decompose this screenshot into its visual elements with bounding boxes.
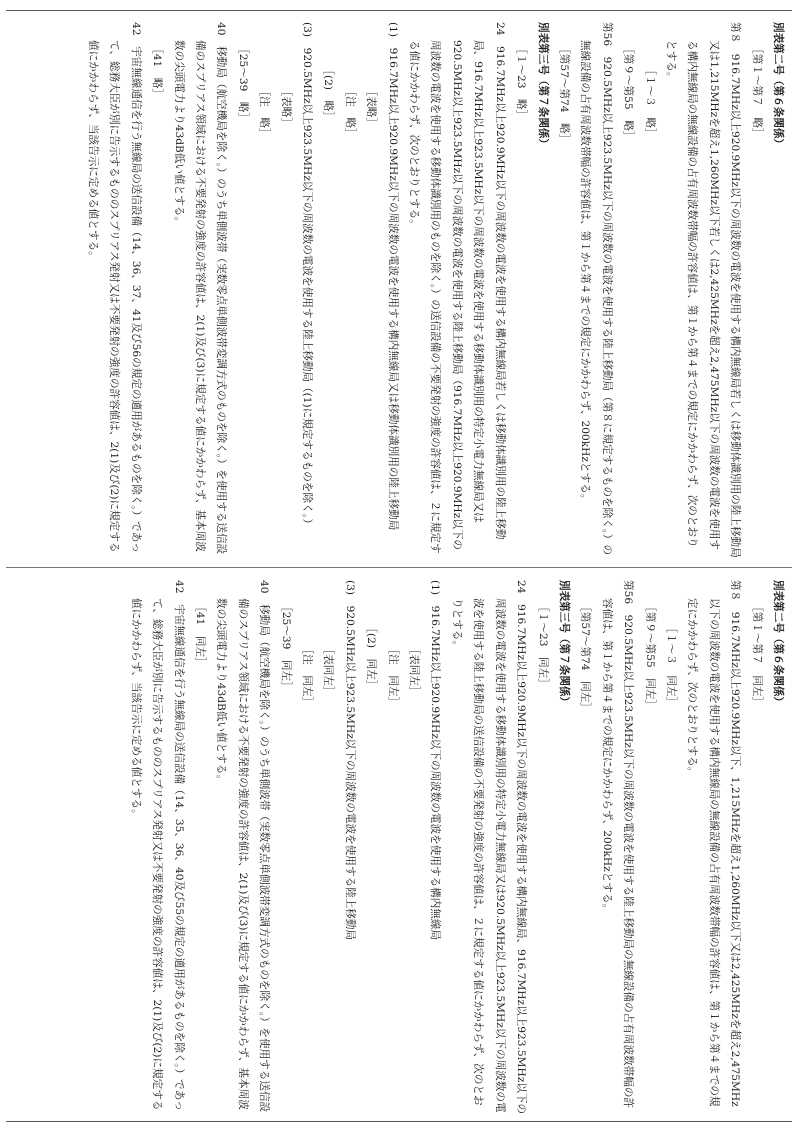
- old-line: ［表略］: [279, 85, 292, 128]
- panel-divider: [6, 567, 792, 568]
- old-line: ［41 略］: [151, 43, 164, 100]
- old-line: ［(2) 略］: [322, 64, 335, 122]
- new-appendix-3-heading: 別表第三号（第７条関係）: [557, 580, 570, 708]
- old-line: ［１～３ 略］: [643, 64, 656, 139]
- new-item-24-1: (1) 916.7MHz以上920.9MHz以下の周波数の電波を使用する構内無線局: [429, 580, 442, 941]
- old-line: ［１～23 略］: [515, 43, 528, 121]
- old-line: ［注 略］: [258, 85, 271, 139]
- new-text-body: [8, 572, 790, 1122]
- new-line: ［第57～第74 同左］: [579, 601, 592, 713]
- old-item-56: 第56 920.5MHz以上923.5MHz以下の周波数の電波を使用する陸上移動局（第８に規定するものを除く。）の無線設備の占有周波数帯幅の許容値は、第１から第４までの規定にかかわらず、200kHzとする。: [579, 22, 613, 556]
- old-line: ［第57～第74 略］: [557, 43, 570, 145]
- new-line: ［１～３ 同左］: [664, 622, 677, 708]
- new-text-panel: [8, 572, 790, 1122]
- new-line: ［(2) 同左］: [365, 622, 378, 691]
- old-item-8: 第８ 916.7MHz以上920.9MHz以下の周波数の電波を使用する構内無線局若しくは移動体識別用の陸上移動局又は1,215MHzを超え1,260MHz以下若しくは2,425MHzを超え2,475MHz以下の周波数の電波を使用する構内無線局の無線設備の占有周波数帯幅の許容値は、第１から第４までの規定にかかわらず、次のとおりとする。: [664, 22, 742, 558]
- old-item-40: 40 移動局（航空機局を除く。）のうち単側波帯（実数零点単側波帯変調方式のものを除く。）を使用する送信設備のスプリアス領域における不要発射の強度の許容値は、2(1)及び(3)に規定する値にかかわらず、基本周波数の尖頭電力より43dB低い値とする。: [172, 22, 228, 555]
- new-line: ［第９～第55 同左］: [643, 601, 656, 711]
- old-line: ［第９～第55 略］: [622, 43, 635, 142]
- old-item-24-3: (3) 920.5MHz以上923.5MHz以下の周波数の電波を使用する陸上移動局（(1)に規定するものを除く。）: [301, 22, 314, 530]
- new-item-42: 42 宇宙無線通信を行う無線局の送信設備（14、35、36、40及び55の規定の適用があるものを除く。）であって、総務大臣が別に告示するもののスプリアス発射又は不要発射の強度の許容値は、2(1)及び(2)に規定する値にかかわらず、当該告示に定める値とする。: [129, 580, 185, 1111]
- comparison-sheet: [6, 10, 792, 1122]
- old-appendix-2-heading: 別表第二号（第６条関係）: [772, 22, 784, 150]
- new-appendix-2-heading: 別表第二号（第６条関係）: [772, 580, 784, 708]
- old-line: ［注 略］: [343, 85, 356, 139]
- old-line: ［表略］: [365, 85, 378, 128]
- old-line: ［25～39 略］: [236, 43, 249, 124]
- new-line: ［41 同左］: [194, 601, 207, 668]
- old-text-body: [8, 14, 790, 564]
- new-item-8: 第８ 916.7MHz以上920.9MHz以下、1,215MHzを超え1,260MHz以下又は2,425MHzを超え2,475MHz以下の周波数の電波を使用する構内無線局の無線設備の占有周波数帯幅の許容値は、第１から第４までの規定にかかわらず、次のとおりとする。: [686, 580, 742, 1107]
- new-line: ［注 同左］: [386, 643, 399, 708]
- old-item-24: 24 916.7MHz以上920.9MHz以下の周波数の電波を使用する構内無線局若しくは移動体識別用の陸上移動局、916.7MHz以上923.5MHz以下の周波数の電波を使用する移動体識別用の特定小電力無線局又は920.5MHz以上923.5MHz以下の周波数の電波を使用する陸上移動局（916.7MHz以上920.9MHz以下の周波数の電波を使用する移動体識別用のものを除く。）の送信設備の不要発射の強度の許容値は、２に規定する値にかかわらず、次のとおりとする。: [408, 22, 506, 554]
- new-line: ［１～23 同左］: [536, 601, 549, 689]
- old-item-42: 42 宇宙無線通信を行う無線局の送信設備（14、36、37、41及び56の規定の適用があるものを除く。）であって、総務大臣が別に告示するもののスプリアス発射又は不要発射の強度の許容値は、2(1)及び(2)に規定する値にかかわらず、当該告示に定める値とする。: [87, 22, 142, 553]
- new-line: ［注 同左］: [301, 643, 314, 708]
- new-item-24-3: (3) 920.5MHz以上923.5MHz以下の周波数の電波を使用する陸上移動局: [343, 580, 356, 941]
- old-item-24-1: (1) 916.7MHz以上920.9MHz以下の周波数の電波を使用する構内無線局又は移動体識別用の陸上移動局: [386, 22, 399, 531]
- new-line: ［表同左］: [408, 643, 421, 697]
- old-appendix-3-heading: 別表第三号（第７条関係）: [536, 22, 549, 150]
- new-item-56: 第56 920.5MHz以上923.5MHz以下の周波数の電波を使用する陸上移動局の無線設備の占有周波数帯幅の許容値は、第１から第４までの規定にかかわらず、200kHzとする。: [600, 580, 635, 1109]
- old-line: ［第１～第７ 略］: [750, 43, 763, 139]
- new-line: ［第１～第７ 同左］: [750, 601, 763, 708]
- old-text-panel: [8, 14, 790, 564]
- new-line: ［表同左］: [322, 643, 335, 697]
- new-item-40: 40 移動局（航空機局を除く。）のうち単側波帯（実数零点単側波帯変調方式のものを除く。）を使用する送信設備のスプリアス領域における不要発射の強度の許容値は、2(1)及び(3)に規定する値にかかわらず、基本周波数の尖頭電力より43dB低い値とする。: [215, 580, 271, 1113]
- new-item-24: 24 916.7MHz以上920.9MHz以下の周波数の電波を使用する構内無線局、916.7MHz以上923.5MHz以下の周波数の電波を使用する移動体識別用の特定小電力無線局又は920.5MHz以上923.5MHz以下の周波数の電波を使用する陸上移動局の送信設備の不要発射の強度の許容値は、２に規定する値にかかわらず、次のとおりとする。: [450, 580, 528, 1115]
- new-line: ［25～39 同左］: [279, 601, 292, 692]
